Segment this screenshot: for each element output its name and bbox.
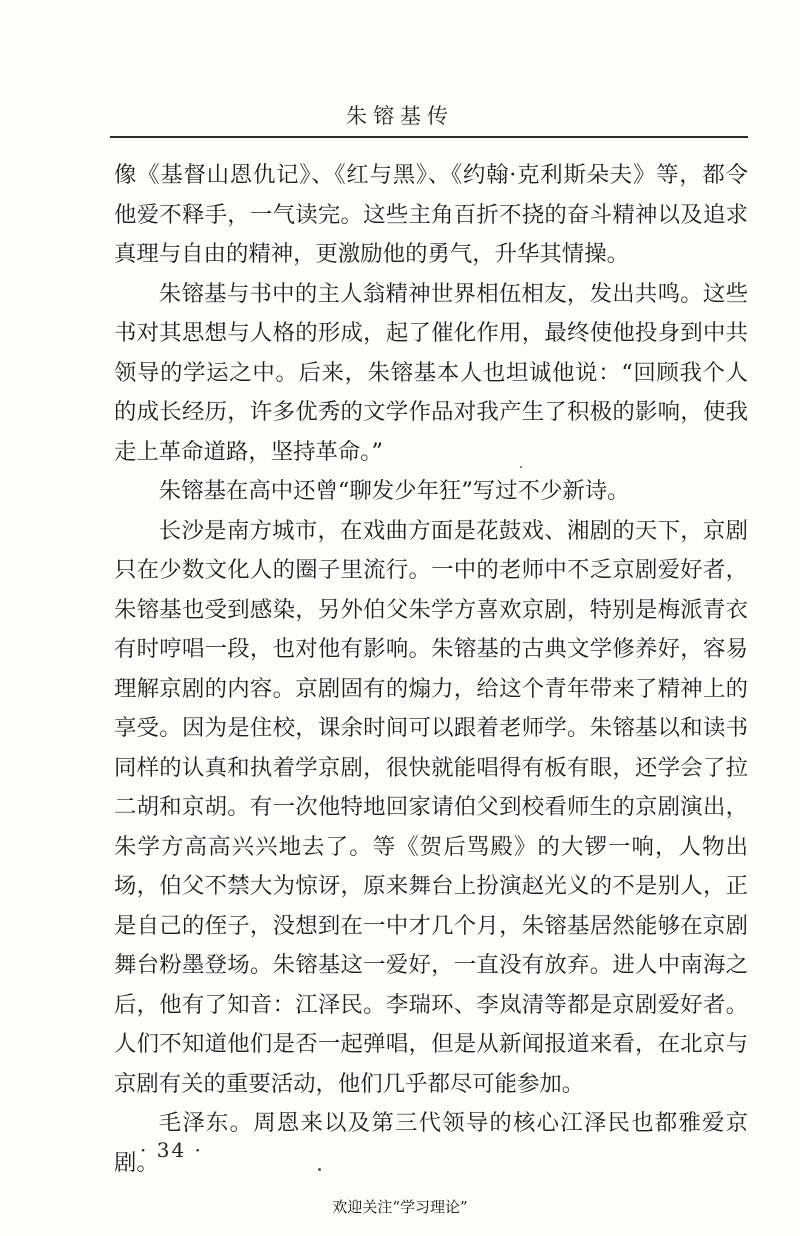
paragraph: 朱镕基与书中的主人翁精神世界相伍相友，发出共鸣。这些书对其思想与人格的形成，起了催化作用，最终使他投身到中共领导的学运之中。后来，朱镕基本人也坦诚他说：“回顾我个人的成长经历，许多优秀的文学作品对我产生了积极的影响，使我走上革命道路，坚持革命。” [114, 280, 748, 465]
paragraph-continued: 像《基督山恩仇记》、《红与黑》、《约翰·克利斯朵夫》等，都令他爱不释手，一气读完。这些主角百折不挠的奋斗精神以及追求真理与自由的精神，更激励他的勇气，升华其情操。 [114, 162, 748, 267]
page-number: · 34 · [140, 1138, 203, 1162]
footer-watermark-note: 欢迎关注“学习理论” [332, 1198, 468, 1216]
paragraph: 朱镕基在高中还曾“聊发少年狂”写过不少新诗。 [158, 478, 630, 504]
body-text [114, 156, 748, 1183]
running-title: 朱镕基传 [346, 104, 454, 128]
scan-speck [318, 1168, 321, 1171]
scan-speck [520, 466, 522, 468]
paragraph: 毛泽东。周恩来以及第三代领导的核心江泽民也都雅爱京剧。 [114, 1110, 748, 1176]
paragraph: 长沙是南方城市，在戏曲方面是花鼓戏、湘剧的天下，京剧只在少数文化人的圈子里流行。一中的老师中不乏京剧爱好者，朱镕基也受到感染，另外伯父朱学方喜欢京剧，特别是梅派青衣有时哼唱一段，也对他有影响。朱镕基的古典文学修养好，容易理解京剧的内容。京剧固有的煽力，给这个青年带来了精神上的享受。因为是住校，课余时间可以跟着老师学。朱镕基以和读书同样的认真和执着学京剧，很快就能唱得有板有眼，还学会了拉二胡和京胡。有一次他特地回家请伯父到校看师生的京剧演出，朱学方高高兴兴地去了。等《贺后骂殿》的大锣一响，人物出场，伯父不禁大为惊讶，原来舞台上扮演赵光义的不是别人，正是自己的侄子，没想到在一中才几个月，朱镕基居然能够在京剧舞台粉墨登场。朱镕基这一爱好，一直没有放弃。进人中南海之后，他有了知音：江泽民。李瑞环、李岚清等都是京剧爱好者。人们不知道他们是否一起弹唱，但是从新闻报道来看，在北京与京剧有关的重要活动，他们几乎都尽可能参加。 [114, 517, 748, 1097]
header-rule [110, 136, 748, 138]
